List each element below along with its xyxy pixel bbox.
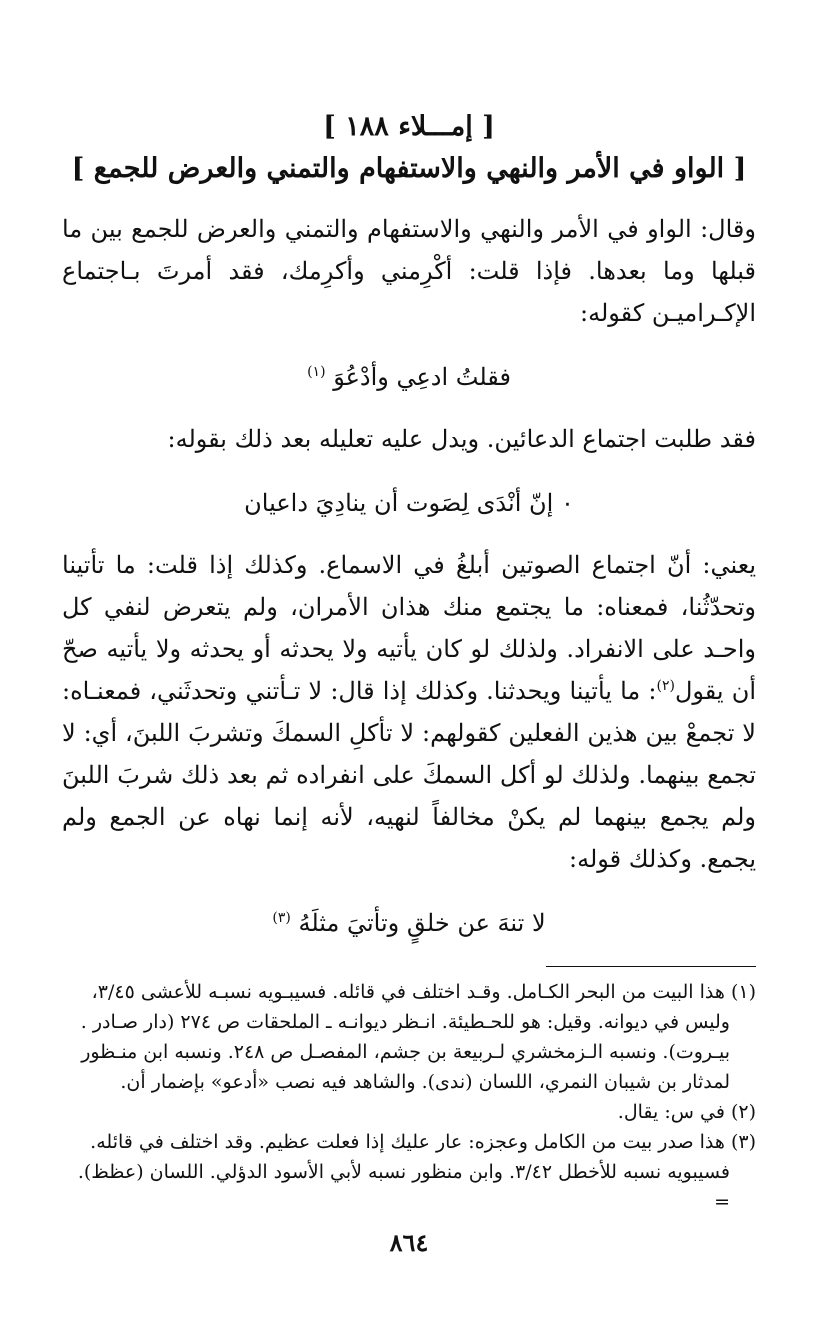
verse-1-text: فقلتُ ادعِي وأدْعُوَ bbox=[333, 363, 511, 391]
footnote-2: (٢) في س: يقال. bbox=[617, 1101, 756, 1123]
footnote-3-line-2: فسيبويه نسبه للأخطل ٣/٤٢. وابن منظور نسبه لأبي الأسود الدؤلي. اللسان (عظظ). = bbox=[77, 1161, 730, 1213]
paragraph-3 bbox=[62, 544, 756, 880]
footnote-1-line-2: وليس في ديوانه. وقيل: هو للحـطيئة. انـظر ديوانـه ـ الملحقات ص ٢٧٤ (دار صـادر . bbox=[80, 1011, 730, 1033]
verse-3 bbox=[62, 902, 756, 944]
footnote-3-line-1: (٣) هذا صدر بيت من الكامل وعجزه: عار عليك إذا فعلت عظيم. وقد اختلف في قائله. bbox=[90, 1131, 756, 1153]
imla-heading: [ إمـــلاء ١٨٨ ] bbox=[323, 111, 495, 142]
footnote-1-line-1: (١) هذا البيت من البحر الكـامل. وقـد اختلف في قائله. فسيبـويه نسبـه للأعشى ٣/٤٥، bbox=[91, 981, 756, 1003]
paragraph-3-text: يعني: أنّ اجتماع الصوتين أبلغُ في الاسماع. وكذلك إذا قلت: ما تأتينا وتحدّثُنا، فمعناه: ما يجتمع منك هذان الأمران، ولم يتعرض لنفي كل واحـد على الانفراد. ولذلك لو كان يأتيه ولا يحدثه أو يحدثه ولا يأتيه صحّ أن يقول bbox=[62, 551, 757, 705]
footnote-1-line-3: بيـروت). ونسبه الـزمخشري لـربيعة بن جشم، المفصـل ص ٢٤٨. ونسبه ابن منـظور bbox=[81, 1041, 730, 1063]
footnote-ref-1: (١) bbox=[307, 364, 326, 380]
paragraph-2: فقد طلبت اجتماع الدعائين. ويدل عليه تعليله بعد ذلك بقوله: bbox=[167, 425, 756, 453]
verse-1 bbox=[62, 356, 756, 398]
footnotes bbox=[62, 977, 756, 1217]
footnote-1-line-4: لمدثار بن شيبان النمري، اللسان (ندى). والشاهد فيه نصب «أدعو» بإضمار أن. bbox=[120, 1071, 730, 1093]
chapter-title: [ الواو في الأمر والنهي والاستفهام والتمني والعرض للجمع ] bbox=[71, 153, 747, 184]
verse-3-text: لا تنهَ عن خلقٍ وتأتيَ مثلَهُ bbox=[298, 909, 546, 937]
footnote-ref-3: (٣) bbox=[272, 910, 291, 926]
footnote-separator bbox=[546, 966, 756, 967]
page-number: ٨٦٤ bbox=[389, 1228, 429, 1257]
book-page bbox=[62, 100, 756, 1300]
verse-2-marker: ٠ bbox=[553, 489, 574, 517]
footnote-ref-2: (٢) bbox=[656, 678, 675, 694]
verse-2-text: إنّ أنْدَى لِصَوت أن ينادِيَ داعيان bbox=[244, 489, 554, 517]
paragraph-3-continuation: : ما يأتينا ويحدثنا. وكذلك إذا قال: لا تـأتني وتحدثَني، فمعنـاه: لا تجمعْ بين هذين الفعلين كقولهم: لا تأكلِ السمكَ وتشربَ اللبنَ، أي: لا تجمع بينهما. ولذلك لو أكل السمكَ على انفراده ثم بعد ذلك شربَ اللبنَ ولم يجمع بينهما لم يكنْ مخالفاً لنهيه، لأنه إنما نهاه عن الجمع ولم يجمع. وكذلك قوله: bbox=[62, 677, 756, 873]
main-text bbox=[62, 208, 756, 944]
paragraph-1: وقال: الواو في الأمر والنهي والاستفهام والتمني والعرض للجمع بين ما قبلها وما بعدها. فإذا قلت: أكْرِمني وأكرِمك، فقد أمرتَ بـاجتماع الإكـراميـن كقوله: bbox=[62, 215, 756, 327]
verse-2 bbox=[62, 482, 756, 524]
